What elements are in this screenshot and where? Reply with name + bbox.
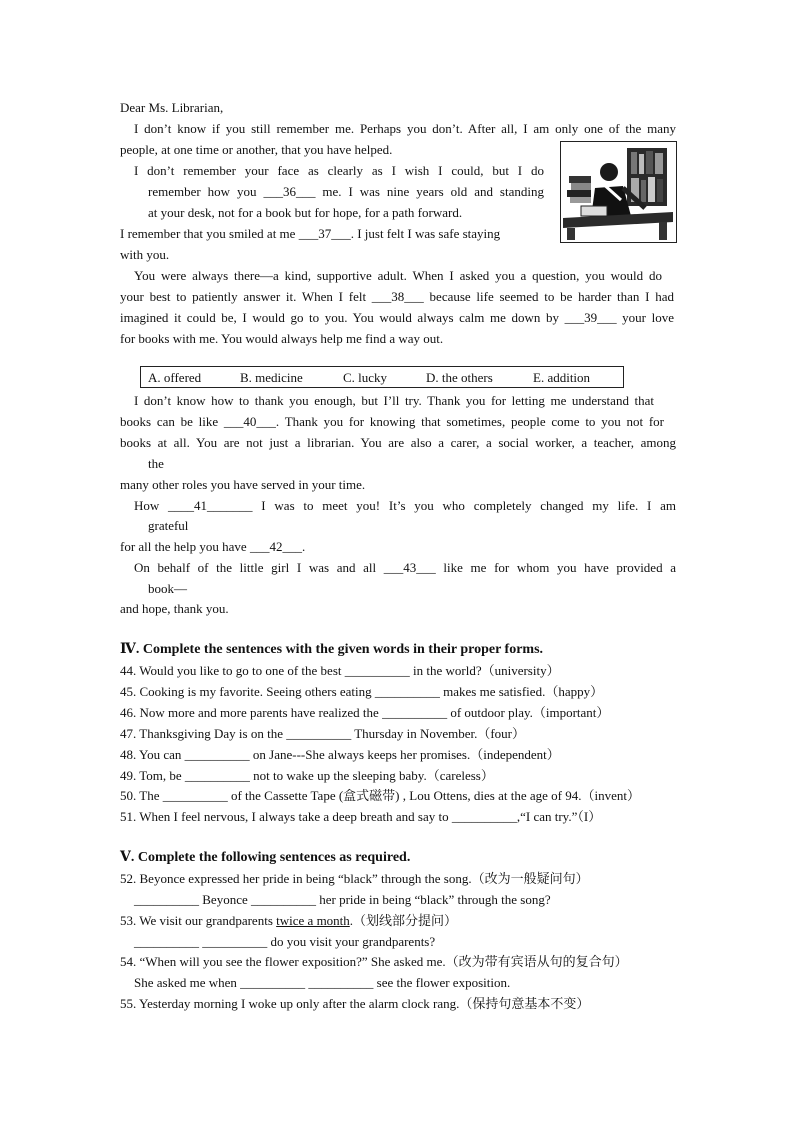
question-53-suffix: .（划线部分提问） xyxy=(349,913,458,928)
paragraph-4-line-1: I don’t know how to thank you enough, but I’ll try. Thank you for letting me understand that xyxy=(134,393,654,408)
paragraph-5-line-3: for all the help you have ___42___. xyxy=(120,539,306,554)
paragraph-1-line-1: I don’t know if you still remember me. Perhaps you don’t. After all, I am only one of the many xyxy=(134,121,676,136)
paragraph-4-line-2: books can be like ___40___. Thank you for knowing that sometimes, people come to you not for xyxy=(120,414,664,429)
option-e: E. addition xyxy=(533,370,591,385)
paragraph-2-line-4: I remember that you smiled at me ___37___. I just felt I was safe staying xyxy=(120,226,501,241)
question-52: 52. Beyonce expressed her pride in being “black” through the song.（改为一般疑问句） xyxy=(120,871,589,886)
question-52-answer: __________ Beyonce __________ her pride in being “black” through the song? xyxy=(134,892,551,907)
paragraph-6-line-3: and hope, thank you. xyxy=(120,601,229,616)
question-48: 48. You can __________ on Jane---She always keeps her promises.（independent） xyxy=(120,747,560,762)
question-53-answer: __________ __________ do you visit your grandparents? xyxy=(134,934,436,949)
paragraph-2-line-5: with you. xyxy=(120,247,170,262)
option-a: A. offered xyxy=(148,370,202,385)
question-46: 46. Now more and more parents have realized the __________ of outdoor play.（important） xyxy=(120,705,610,720)
options-box xyxy=(140,366,624,388)
question-53-prefix: 53. We visit our grandparents xyxy=(120,913,277,928)
paragraph-4-line-5: many other roles you have served in your time. xyxy=(120,477,366,492)
paragraph-2-line-2: remember how you ___36___ me. I was nine years old and standing xyxy=(148,184,544,199)
paragraph-4-line-3: books at all. You are not just a librarian. You are also a carer, a social worker, a teacher, among xyxy=(120,435,676,450)
paragraph-6-line-1: On behalf of the little girl I was and all ___43___ like me for whom you have provided a xyxy=(134,560,676,575)
question-49: 49. Tom, be __________ not to wake up the sleeping baby.（careless） xyxy=(120,768,494,783)
paragraph-3-line-3: imagined it could be, I would go to you. You would always calm me down by ___39___ your love xyxy=(120,310,674,325)
question-51: 51. When I feel nervous, I always take a deep breath and say to __________,“I can try.”（I） xyxy=(120,809,602,824)
question-53 xyxy=(120,913,457,929)
paragraph-2-line-1: I don’t remember your face as clearly as I wish I could, but I do xyxy=(134,163,544,178)
librarian-clipart-icon xyxy=(560,141,677,243)
paragraph-5-line-1: How ____41_______ I was to meet you! It’s you who completely changed my life. I am xyxy=(134,498,676,513)
question-45: 45. Cooking is my favorite. Seeing others eating __________ makes me satisfied.（happy） xyxy=(120,684,604,699)
paragraph-3-line-2: your best to patiently answer it. When I felt ___38___ because life seemed to be harder than I had xyxy=(120,289,674,304)
question-55: 55. Yesterday morning I woke up only after the alarm clock rang.（保持句意基本不变） xyxy=(120,996,590,1011)
question-47: 47. Thanksgiving Day is on the __________ Thursday in November.（four） xyxy=(120,726,526,741)
paragraph-6-line-2: book— xyxy=(148,581,187,596)
section-4-title: Ⅳ. Complete the sentences with the given words in their proper forms. xyxy=(120,642,544,657)
letter-salutation: Dear Ms. Librarian, xyxy=(120,100,224,115)
section-5-title: Ⅴ. Complete the following sentences as required. xyxy=(120,850,411,865)
option-c: C. lucky xyxy=(343,370,388,385)
paragraph-3-line-1: You were always there—a kind, supportive adult. When I asked you a question, you would do xyxy=(134,268,662,283)
paragraph-1-line-2: people, at one time or another, that you have helped. xyxy=(120,142,393,157)
question-54: 54. “When will you see the flower exposition?” She asked me.（改为带有宾语从句的复合句） xyxy=(120,954,628,969)
question-54-answer: She asked me when __________ __________ see the flower exposition. xyxy=(134,975,511,990)
option-d: D. the others xyxy=(426,370,493,385)
paragraph-3-line-4: for books with me. You would always help me find a way out. xyxy=(120,331,444,346)
option-b: B. medicine xyxy=(240,370,303,385)
paragraph-4-line-4: the xyxy=(148,456,164,471)
paragraph-2-line-3: at your desk, not for a book but for hope, for a path forward. xyxy=(148,205,463,220)
question-53-underlined: twice a month xyxy=(276,913,350,928)
question-50: 50. The __________ of the Cassette Tape (盒式磁带) , Lou Ottens, dies at the age of 94.（invent） xyxy=(120,788,640,803)
paragraph-5-line-2: grateful xyxy=(148,518,189,533)
question-44: 44. Would you like to go to one of the best __________ in the world?（university） xyxy=(120,663,560,678)
